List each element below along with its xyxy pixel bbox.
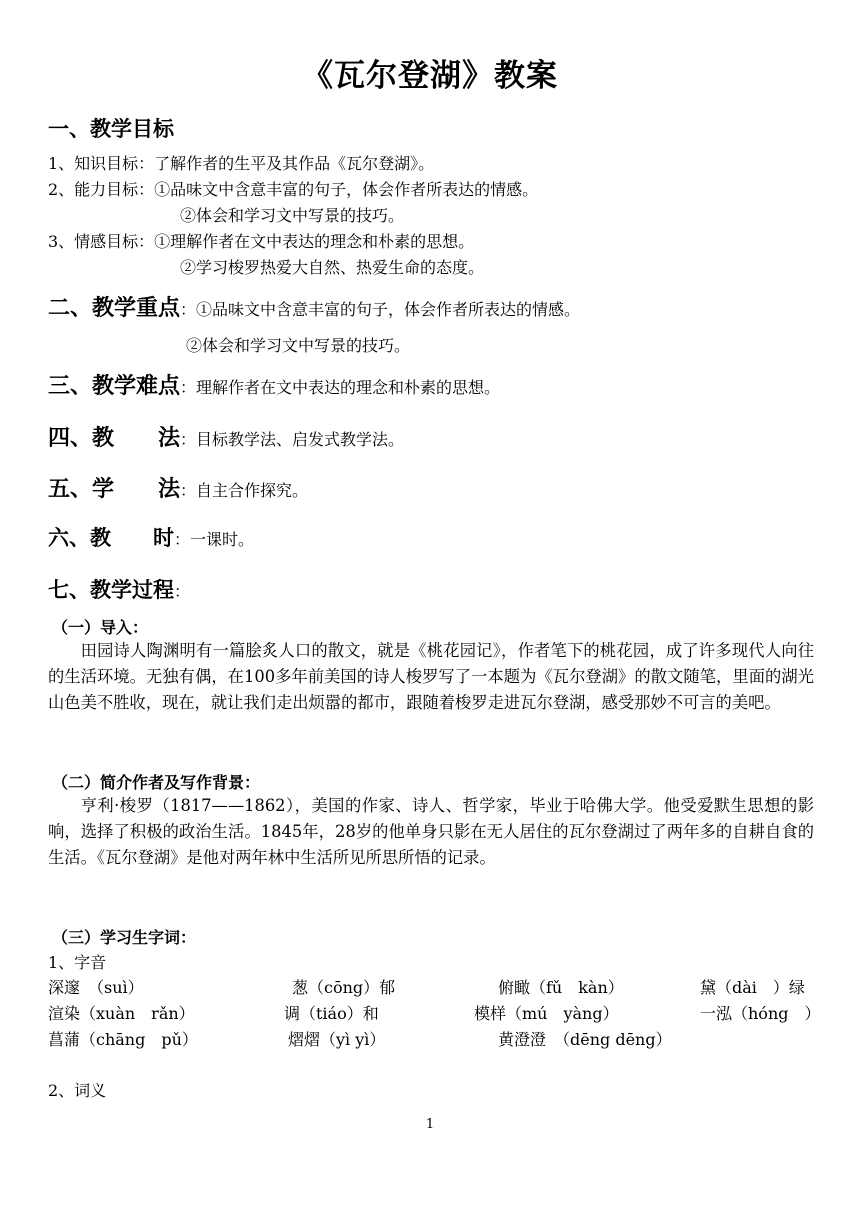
- vocab-cell: 熠熠（yì yì）: [288, 1030, 386, 1049]
- learning-method-text: ：自主合作探究。: [180, 481, 309, 500]
- vocab-cell: 调（tiáo）和: [284, 1004, 379, 1023]
- section-heading-learning-method: 五、学 法: [48, 477, 181, 502]
- section-heading-teaching-method: 四、教 法: [48, 426, 181, 451]
- vocab-cell: 渲染（xuàn rǎn）: [48, 1004, 195, 1023]
- section-heading-difficulties: 三、教学难点: [48, 374, 181, 399]
- section-difficulties: [48, 369, 500, 400]
- section-teaching-method: [48, 421, 404, 452]
- section-process: [48, 574, 190, 604]
- difficulties-text: ：理解作者在文中表达的理念和朴素的思想。: [180, 378, 501, 397]
- section-key-points: [48, 291, 580, 322]
- vocab-cell: 菖蒲（chāng pǔ）: [48, 1030, 198, 1049]
- subsection-heading-author: （二）简介作者及写作背景：: [52, 773, 261, 792]
- vocab-cell: 模样（mú yàng）: [474, 1004, 619, 1023]
- vocab-pronunciation-label: 1、字音: [48, 953, 107, 972]
- vocab-cell: 深邃 （suì）: [48, 978, 144, 997]
- section-heading-key-points: 二、教学重点: [48, 296, 181, 321]
- teaching-method-text: ：目标教学法、启发式教学法。: [180, 430, 405, 449]
- class-hours-text: ：一课时。: [174, 530, 255, 549]
- objective-line-3: ②体会和学习文中写景的技巧。: [180, 206, 405, 225]
- objective-line-4: 3、情感目标：①理解作者在文中表达的理念和朴素的思想。: [48, 232, 475, 251]
- section-class-hours: [48, 522, 254, 552]
- objective-line-5: ②学习梭罗热爱大自然、热爱生命的态度。: [180, 258, 485, 277]
- vocab-cell: 葱（cōng）郁: [292, 978, 396, 997]
- vocab-cell: 一泓（hóng ）: [700, 1004, 821, 1023]
- subsection-heading-vocab: （三）学习生字词：: [52, 928, 197, 947]
- objective-line-1: 1、知识目标：了解作者的生平及其作品《瓦尔登湖》。: [48, 154, 435, 173]
- page-number: 1: [425, 1117, 435, 1132]
- subsection-heading-intro: （一）导入：: [52, 618, 149, 637]
- intro-paragraph: 田园诗人陶渊明有一篇脍炙人口的散文，就是《桃花园记》，作者笔下的桃花园，成了许多现代人向往的生活环境。无独有偶，在100多年前美国的诗人梭罗写了一本题为《瓦尔登湖》的散文随笔，里面的湖光山色美不胜收，现在，就让我们走出烦嚣的都市，跟随着梭罗走进瓦尔登湖，感受那妙不可言的美吧。: [48, 641, 814, 712]
- page-title: 《瓦尔登湖》教案: [302, 58, 558, 94]
- vocab-cell: 黛（dài ）绿: [700, 978, 805, 997]
- process-colon: ：: [174, 582, 191, 601]
- section-heading-class-hours: 六、教 时: [48, 526, 174, 550]
- section-heading-process: 七、教学过程: [48, 578, 174, 602]
- key-points-text-2: ②体会和学习文中写景的技巧。: [186, 336, 411, 355]
- section-heading-objectives: 一、教学目标: [48, 117, 174, 141]
- author-paragraph: 亨利·梭罗（1817——1862），美国的作家、诗人、哲学家，毕业于哈佛大学。他受爱默生思想的影响，选择了积极的政治生活。1845年，28岁的他单身只影在无人居住的瓦尔登湖过了两年多的自耕自食的生活。《瓦尔登湖》是他对两年林中生活所见所思所悟的记录。: [48, 796, 814, 867]
- vocab-meaning-label: 2、词义: [48, 1081, 107, 1100]
- section-learning-method: [48, 472, 308, 503]
- objective-line-2: 2、能力目标：①品味文中含意丰富的句子，体会作者所表达的情感。: [48, 180, 539, 199]
- key-points-text: ：①品味文中含意丰富的句子，体会作者所表达的情感。: [180, 300, 581, 319]
- vocab-cell: 俯瞰（fǔ kàn）: [498, 978, 624, 997]
- vocab-cell: 黄澄澄 （dēng dēng）: [498, 1030, 672, 1049]
